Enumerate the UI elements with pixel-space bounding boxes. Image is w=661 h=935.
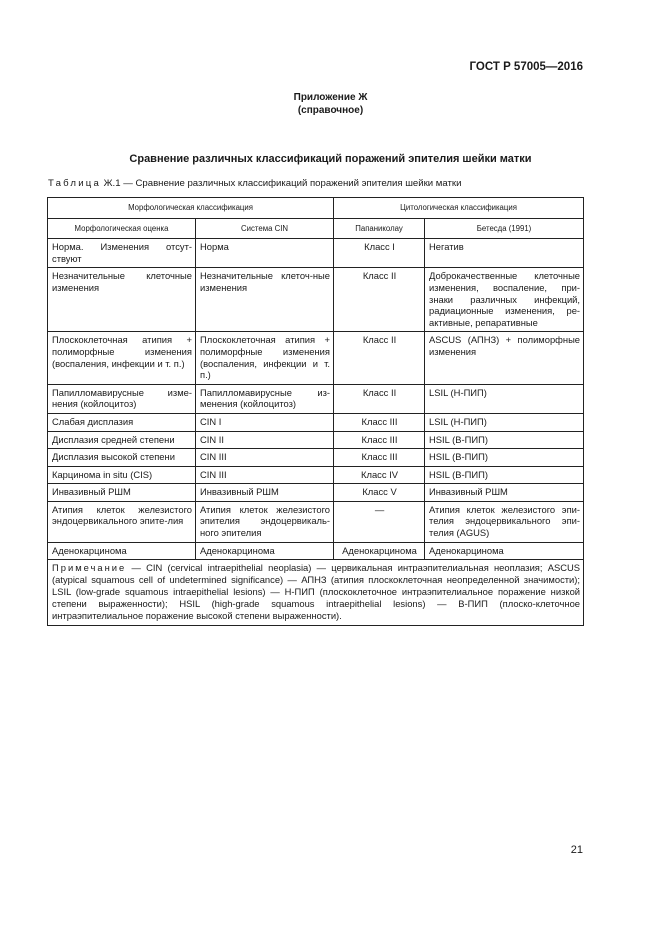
- table-cell: Незначительные клеточные изменения: [48, 268, 196, 332]
- column-header: Папаниколау: [334, 218, 425, 239]
- table-cell: Норма: [196, 239, 334, 268]
- column-header: Морфологическая оценка: [48, 218, 196, 239]
- table-cell: Аденокарцинома: [48, 542, 196, 560]
- table-cell: Класс V: [334, 484, 425, 502]
- table-cell: Инвазивный РШМ: [196, 484, 334, 502]
- table-cell: Негатив: [425, 239, 584, 268]
- table-cell: Класс I: [334, 239, 425, 268]
- table-cell: Папилломавирусные из-менения (койлоцитоз): [196, 384, 334, 413]
- table-cell: LSIL (Н-ПИП): [425, 384, 584, 413]
- table-cell: Атипия клеток железистого эпи-телия эндоцервикального эпи-телия (AGUS): [425, 501, 584, 542]
- table-cell: —: [334, 501, 425, 542]
- appendix-title: Приложение Ж: [293, 92, 368, 103]
- table-cell: Плоскоклеточная атипия + полиморфные изменения (воспаления, инфекции и т. п.): [196, 332, 334, 384]
- table-cell: Класс II: [334, 268, 425, 332]
- table-cell: CIN II: [196, 431, 334, 449]
- table-row: [48, 449, 584, 467]
- table-cell: Норма. Изменения отсут-ствуют: [48, 239, 196, 268]
- table-cell: Инвазивный РШМ: [425, 484, 584, 502]
- table-cell: CIN III: [196, 449, 334, 467]
- table-cell: Инвазивный РШМ: [48, 484, 196, 502]
- table-caption-label: Таблица: [48, 178, 102, 189]
- table-cell: LSIL (Н-ПИП): [425, 413, 584, 431]
- table-cell: CIN III: [196, 466, 334, 484]
- note-text: — CIN (cervical intraepithelial neoplasia) — цервикальная интраэпителиальная неоплазия; ASCUS (atypical squamous cell of undetermined significance) — АПНЗ (атипия плоскоклеточная неопределенной значимости); LSIL (low-grade squamous intraepithelial lesions) — Н-ПИП (плоскоклеточное интраэпителиальное поражение низкой степени выраженности); HSIL (high-grade squamous intraepithelial lesions) — В-ПИП (плоско-клеточное интраэпителиальное поражение высокой степени выраженности).: [52, 562, 581, 622]
- table-cell: Плоскоклеточная атипия + полиморфные изменения (воспаления, инфекции и т. п.): [48, 332, 196, 384]
- column-header: Бетесда (1991): [425, 218, 584, 239]
- table-cell: Карцинома in situ (CIS): [48, 466, 196, 484]
- table-row: [48, 413, 584, 431]
- group-header-cytological: Цитологическая классификация: [334, 198, 584, 219]
- table-cell: Аденокарцинома: [334, 542, 425, 560]
- group-header-row: [48, 198, 584, 219]
- table-cell: Доброкачественные клеточные изменения, воспаление, при-знаки различных инфекций, радиационные изменения, ре-активные, репаративные: [425, 268, 584, 332]
- appendix-block: [0, 91, 661, 117]
- table-row: [48, 466, 584, 484]
- column-header: Система CIN: [196, 218, 334, 239]
- table-row: [48, 332, 584, 384]
- table-row: [48, 384, 584, 413]
- table-note: [48, 560, 584, 626]
- page-number: 21: [570, 844, 583, 856]
- table-cell: Дисплазия средней степени: [48, 431, 196, 449]
- column-header-row: [48, 218, 584, 239]
- table-cell: Класс II: [334, 332, 425, 384]
- table-cell: Слабая дисплазия: [48, 413, 196, 431]
- table-cell: Незначительные клеточ-ные изменения: [196, 268, 334, 332]
- table-cell: Аденокарцинома: [196, 542, 334, 560]
- table-row: [48, 484, 584, 502]
- table-cell: ASCUS (АПНЗ) + полиморфные изменения: [425, 332, 584, 384]
- table-row: [48, 268, 584, 332]
- table-caption-text: Ж.1 — Сравнение различных классификаций поражений эпителия шейки матки: [101, 178, 462, 189]
- document-code: ГОСТ Р 57005—2016: [469, 61, 583, 73]
- table-cell: CIN I: [196, 413, 334, 431]
- table-cell: Класс III: [334, 413, 425, 431]
- table-cell: Класс II: [334, 384, 425, 413]
- table-note-row: [48, 560, 584, 626]
- group-header-morphological: Морфологическая классификация: [48, 198, 334, 219]
- table-caption: [48, 178, 461, 189]
- table-cell: Атипия клеток железистого эндоцервикального эпите-лия: [48, 501, 196, 542]
- table-row: [48, 239, 584, 268]
- appendix-subtitle: (справочное): [297, 105, 364, 116]
- table-cell: HSIL (В-ПИП): [425, 431, 584, 449]
- classification-table: [47, 197, 584, 626]
- table-cell: Класс III: [334, 449, 425, 467]
- table-row: [48, 542, 584, 560]
- table-cell: Класс IV: [334, 466, 425, 484]
- table-cell: Класс III: [334, 431, 425, 449]
- table-cell: Аденокарцинома: [425, 542, 584, 560]
- table-row: [48, 431, 584, 449]
- table-cell: Атипия клеток железистого эпителия эндоцервикаль-ного эпителия: [196, 501, 334, 542]
- table-cell: HSIL (В-ПИП): [425, 466, 584, 484]
- table-cell: Папилломавирусные изме-нения (койлоцитоз): [48, 384, 196, 413]
- note-label: Примечание: [52, 562, 127, 574]
- section-heading: Сравнение различных классификаций поражений эпителия шейки матки: [129, 153, 532, 165]
- table-cell: HSIL (В-ПИП): [425, 449, 584, 467]
- table-row: [48, 501, 584, 542]
- table-cell: Дисплазия высокой степени: [48, 449, 196, 467]
